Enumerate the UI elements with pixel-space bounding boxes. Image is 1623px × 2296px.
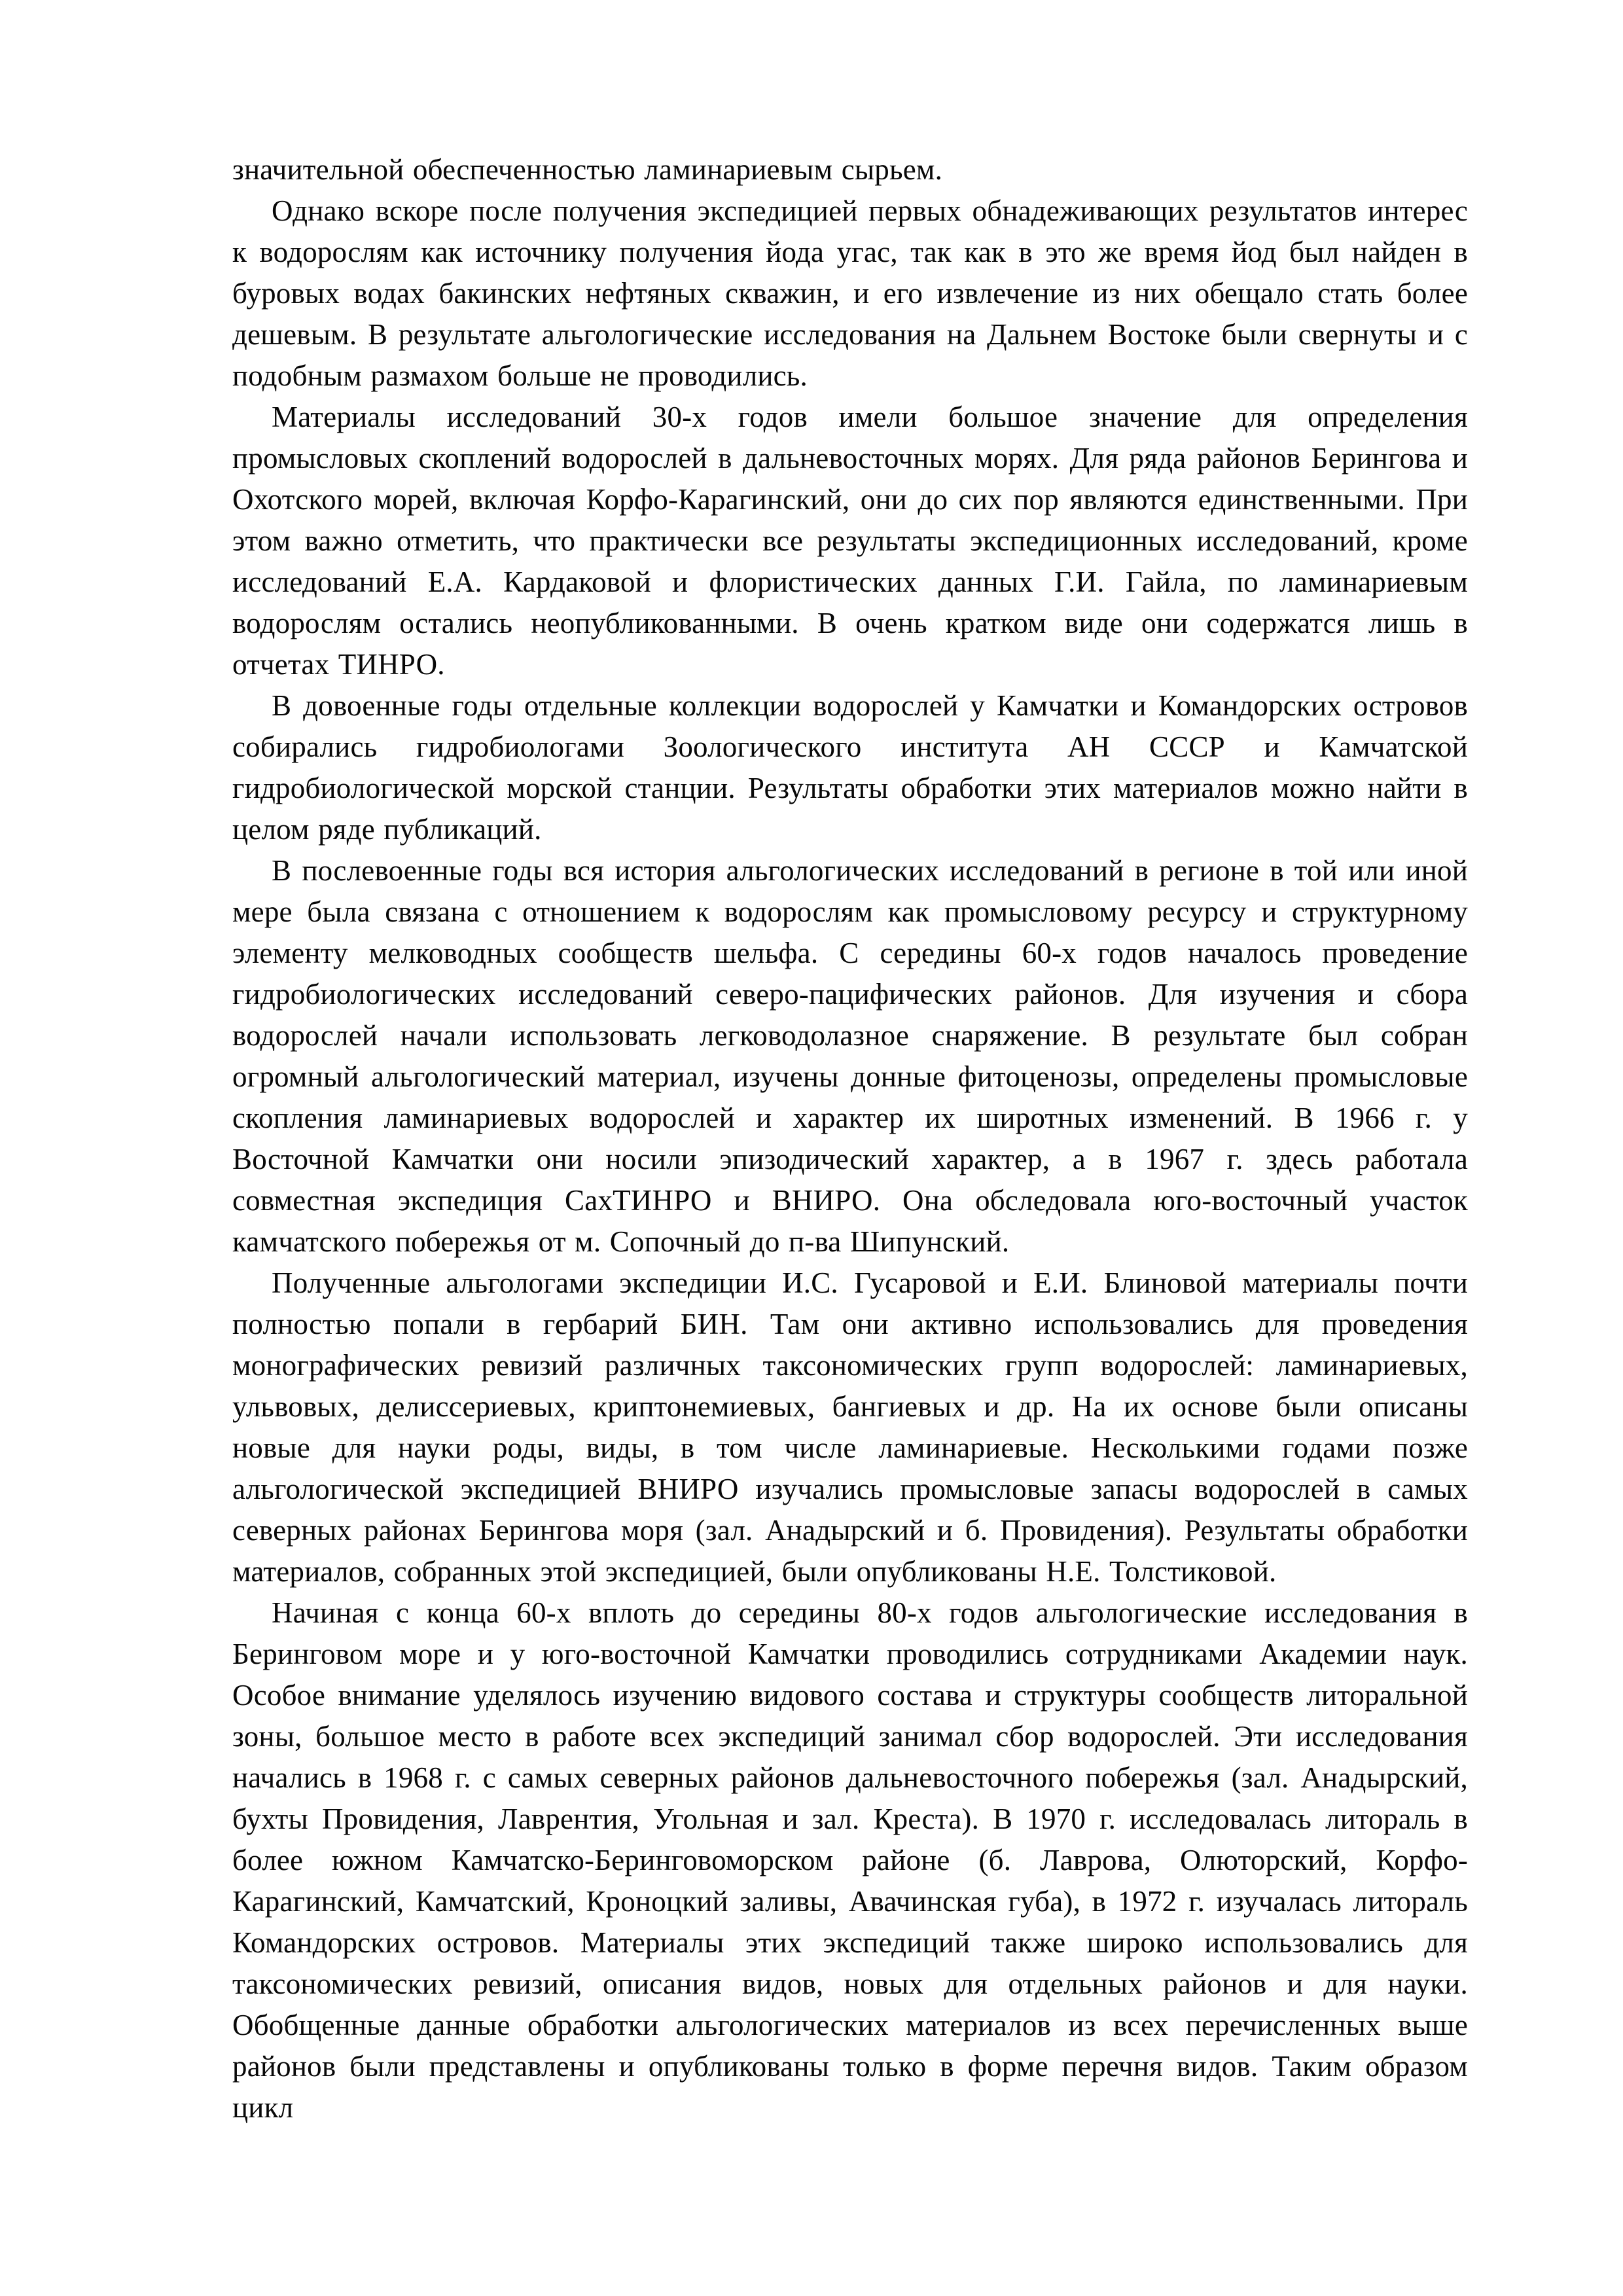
paragraph: В послевоенные годы вся история альгологических исследований в регионе в той или иной мере была связана с отношением к водорослям как промысловому ресурсу и структурному элементу мелководных сообществ шельфа. С середины 60-х годов началось проведение гидробиологических исследований северо-пацифических районов. Для изучения и сбора водорослей начали использовать легководолазное снаряжение. В результате был собран огромный альгологический материал, изучены донные фитоценозы, определены промысловые скопления ламинариевых водорослей и характер их широтных изменений. В 1966 г. у Восточной Камчатки они носили эпизодический характер, а в 1967 г. здесь работала совместная экспедиция СахТИНРО и ВНИРО. Она обследовала юго-восточный участок камчатского побережья от м. Сопочный до п-ва Шипунский.	[232, 854, 1468, 1258]
paragraph: Полученные альгологами экспедиции И.С. Гусаровой и Е.И. Блиновой материалы почти полностью попали в гербарий БИН. Там они активно использовались для проведения монографических ревизий различных таксономических групп водорослей: ламинариевых, ульвовых, делиссериевых, криптонемиевых, бангиевых и др. На их основе были описаны новые для науки роды, виды, в том числе ламинариевые. Несколькими годами позже альгологической экспедицией ВНИРО изучались промысловые запасы водорослей в самых северных районах Берингова моря (зал. Анадырский и б. Провидения). Результаты обработки материалов, собранных этой экспедицией, были опубликованы Н.Е. Толстиковой.	[232, 1266, 1468, 1588]
paragraph: Начиная с конца 60-х вплоть до середины 80-х годов альгологические исследования в Беринговом море и у юго-восточной Камчатки проводились сотрудниками Академии наук. Особое внимание уделялось изучению видового состава и структуры сообществ литоральной зоны, большое место в работе всех экспедиций занимал сбор водорослей. Эти исследования начались в 1968 г. с самых северных районов дальневосточного побережья (зал. Анадырский, бухты Провидения, Лаврентия, Угольная и зал. Креста). В 1970 г. исследовалась литораль в более южном Камчатско-Беринговоморском районе (б. Лаврова, Олюторский, Корфо-Карагинский, Камчатский, Кроноцкий заливы, Авачинская губа), в 1972 г. изучалась литораль Командорских островов. Материалы этих экспедиций также широко использовались для таксономических ревизий, описания видов, новых для отдельных районов и для науки. Обобщенные данные обработки альгологических материалов из всех перечисленных выше районов были представлены и опубликованы только в форме перечня видов. Таким образом цикл	[232, 1596, 1468, 2124]
text-block	[232, 149, 1468, 2128]
paragraph: Материалы исследований 30-х годов имели большое значение для определения промысловых скоплений водорослей в дальневосточных морях. Для ряда районов Берингова и Охотского морей, включая Корфо-Карагинский, они до сих пор являются единственными. При этом важно отметить, что практически все результаты экспедиционных исследований, кроме исследований Е.А. Кардаковой и флористических данных Г.И. Гайла, по ламинариевым водорослям остались неопубликованными. В очень кратком виде они содержатся лишь в отчетах ТИНРО.	[232, 401, 1468, 681]
paragraph: Однако вскоре после получения экспедицией первых обнадеживающих результатов интерес к водорослям как источнику получения йода угас, так как в это же время йод был найден в буровых водах бакинских нефтяных скважин, и его извлечение из них обещало стать более дешевым. В результате альгологические исследования на Дальнем Востоке были свернуты и с подобным размахом больше не проводились.	[232, 194, 1468, 392]
paragraph-continuation: значительной обеспеченностью ламинариевым сырьем.	[232, 153, 943, 186]
paragraph: В довоенные годы отдельные коллекции водорослей у Камчатки и Командорских островов собирались гидробиологами Зоологического института АН СССР и Камчатской гидробиологической морской станции. Результаты обработки этих материалов можно найти в целом ряде публикаций.	[232, 689, 1468, 846]
